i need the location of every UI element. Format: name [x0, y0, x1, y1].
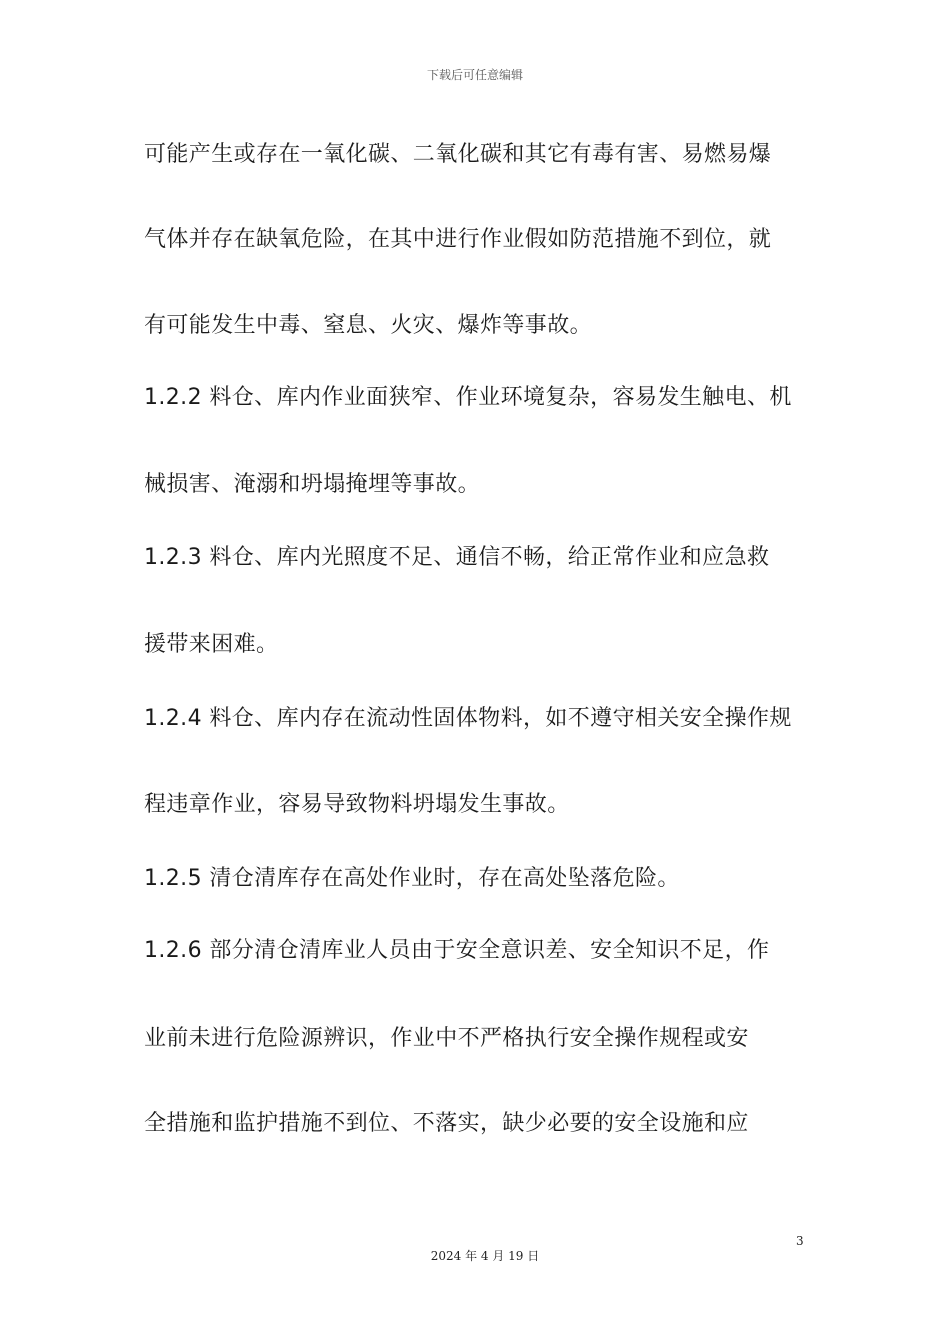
body-line-6: 1.2.3 料仓、库内光照度不足、通信不畅，给正常作业和应急救: [144, 545, 770, 570]
page-header: 下载后可任意编辑: [426, 68, 523, 82]
body-line-5: 械损害、淹溺和坍塌掩埋等事故。: [144, 472, 481, 497]
body-line-11: 1.2.6 部分清仓清库业人员由于安全意识差、安全知识不足，作: [144, 938, 770, 963]
body-line-3: 有可能发生中毒、窒息、火灾、爆炸等事故。: [144, 313, 593, 338]
body-line-8: 1.2.4 料仓、库内存在流动性固体物料，如不遵守相关安全操作规: [144, 706, 792, 731]
body-line-9: 程违章作业，容易导致物料坍塌发生事故。: [144, 792, 570, 817]
body-line-13: 全措施和监护措施不到位、不落实，缺少必要的安全设施和应: [144, 1111, 749, 1136]
body-line-10: 1.2.5 清仓清库存在高处作业时，存在高处坠落危险。: [144, 866, 680, 891]
body-line-2: 气体并存在缺氧危险，在其中进行作业假如防范措施不到位，就: [144, 227, 772, 252]
body-line-12: 业前未进行危险源辨识，作业中不严格执行安全操作规程或安: [144, 1026, 749, 1051]
body-line-4: 1.2.2 料仓、库内作业面狭窄、作业环境复杂，容易发生触电、机: [144, 385, 792, 410]
body-line-1: 可能产生或存在一氧化碳、二氧化碳和其它有毒有害、易燃易爆: [144, 142, 772, 167]
body-line-7: 援带来困难。: [144, 632, 279, 657]
page-number: 3: [796, 1234, 804, 1248]
footer-date: 2024 年 4 月 19 日: [430, 1249, 540, 1263]
